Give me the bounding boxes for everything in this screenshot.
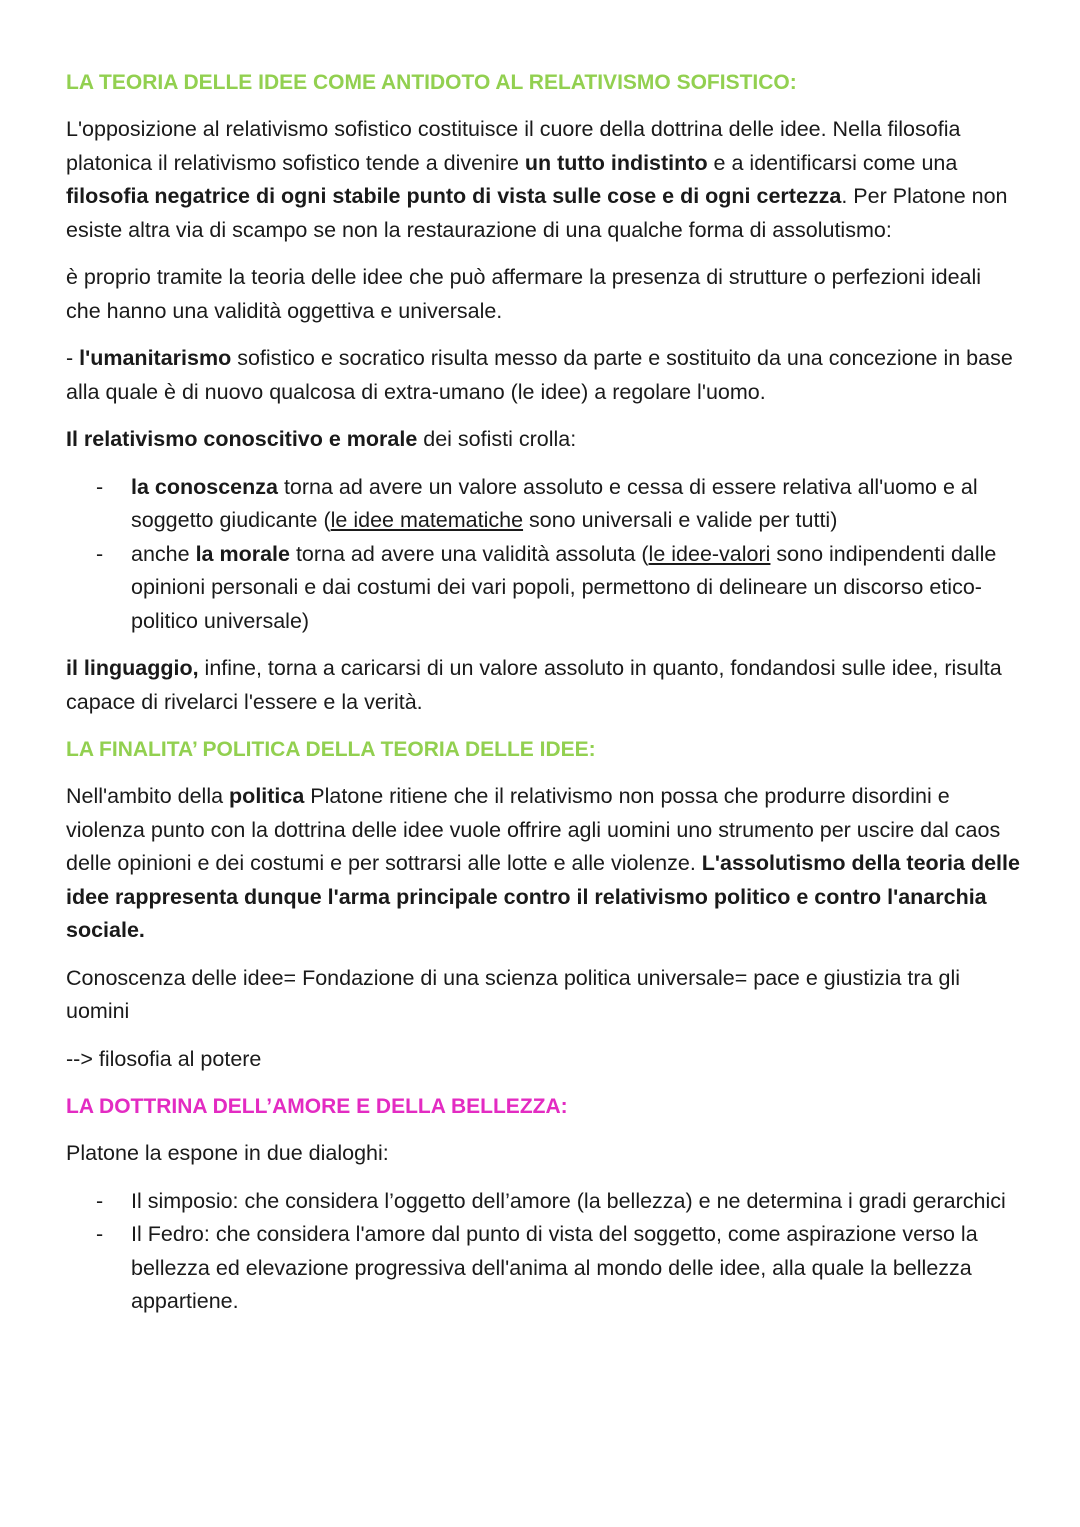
text-run: Il Fedro: che considera l'amore dal punto di vista del soggetto, come aspirazione verso la bellezza ed elevazione progressiva dell'anima al mondo delle idee, alla quale la bellezza appartiene.	[131, 1222, 978, 1313]
section-theory-of-ideas	[66, 66, 1020, 719]
bold-text: filosofia negatrice di ogni stabile punto di vista sulle cose e di ogni certezza	[66, 184, 842, 208]
list-item-text	[131, 1189, 1006, 1213]
text-run: sono universali e valide per tutti)	[523, 508, 838, 532]
section-heading: LA DOTTRINA DELL’AMORE E DELLA BELLEZZA:	[66, 1095, 568, 1118]
paragraph	[66, 261, 1020, 328]
paragraph	[66, 962, 1020, 1029]
text-run: sofistico e socratico risulta messo da parte e sostituito da una concezione in base alla quale è di nuovo qualcosa di extra-umano (le idee) a regolare l'uomo.	[66, 346, 1013, 404]
underlined-text: le idee-valori	[648, 541, 771, 566]
dash-list	[66, 1185, 1020, 1319]
bold-text: l'umanitarismo	[79, 346, 232, 370]
section-love-and-beauty	[66, 1090, 1020, 1319]
bold-text: la morale	[195, 541, 290, 566]
text-run: anche	[131, 541, 196, 566]
text-run: . Per Platone non esiste altra via di scampo se non la restaurazione di una qualche forma di assolutismo:	[66, 184, 1008, 242]
list-item-text	[131, 542, 996, 633]
text-run: torna ad avere una validità assoluta (	[289, 541, 649, 566]
text-run: --> filosofia al potere	[66, 1046, 262, 1071]
list-item	[66, 1185, 1020, 1219]
text-run: Il simposio: che considera l’oggetto dell’amore (la bellezza) e ne determina i gradi gerarchici	[131, 1188, 1006, 1213]
text-run: sono indipendenti dalle opinioni personali e dai costumi dei vari popoli, permettono di delineare un discorso etico-politico universale)	[131, 541, 997, 633]
list-item	[66, 538, 1020, 639]
bold-text: la conoscenza	[131, 474, 278, 499]
text-run: -	[66, 346, 80, 370]
list-item	[66, 1218, 1020, 1319]
text-run: Conoscenza delle idee= Fondazione di una scienza politica universale= pace e giustizia tra gli uomini	[66, 965, 961, 1023]
bold-text: il linguaggio,	[66, 656, 199, 680]
bold-text: politica	[229, 784, 305, 808]
text-run: e a identificarsi come una	[707, 150, 958, 175]
bold-text: Il relativismo conoscitivo e morale	[66, 427, 418, 451]
paragraph	[66, 780, 1020, 948]
text-run: dei sofisti crolla:	[417, 427, 577, 451]
text-run: torna ad avere un valore assoluto e cessa di essere relativa all'uomo e al soggetto giudicante (	[131, 474, 978, 532]
text-run: Platone la espone in due dialoghi:	[66, 1141, 389, 1165]
section-heading: LA TEORIA DELLE IDEE COME ANTIDOTO AL RELATIVISMO SOFISTICO:	[66, 71, 797, 94]
paragraph	[66, 423, 1020, 457]
bold-text: un tutto indistinto	[524, 150, 708, 175]
list-item-text	[131, 1222, 978, 1313]
text-run: Nell'ambito della	[66, 784, 230, 808]
bold-text: L'assolutismo della teoria delle idee rappresenta dunque l'arma principale contro il relativismo politico e contro l'anarchia sociale.	[66, 851, 1020, 942]
dash-bullet: -	[96, 541, 104, 566]
paragraph	[66, 1137, 1020, 1171]
dash-list	[66, 471, 1020, 639]
text-run: infine, torna a caricarsi di un valore assoluto in quanto, fondandosi sulle idee, risulta capace di rivelarci l'essere e la verità.	[66, 656, 1002, 714]
text-run: Platone ritiene che il relativismo non possa che produrre disordini e violenza punto con la dottrina delle idee vuole offrire agli uomini uno strumento per uscire dal caos delle opinioni e dei costumi e per sottrarsi alle lotte e alle violenze.	[66, 784, 1001, 875]
dash-bullet: -	[96, 474, 104, 499]
section-heading: LA FINALITA’ POLITICA DELLA TEORIA DELLE IDEE:	[66, 738, 596, 761]
dash-bullet: -	[96, 1222, 104, 1246]
list-item-text	[131, 475, 978, 533]
text-run: è proprio tramite la teoria delle idee che può affermare la presenza di strutture o perfezioni ideali che hanno una validità oggettiva e universale.	[66, 265, 982, 323]
paragraph	[66, 342, 1020, 409]
paragraph	[66, 113, 1020, 247]
paragraph	[66, 1043, 1020, 1077]
paragraph	[66, 652, 1020, 719]
list-item	[66, 471, 1020, 538]
dash-bullet: -	[96, 1188, 104, 1213]
section-political-purpose	[66, 733, 1020, 1076]
underlined-text: le idee matematiche	[330, 508, 524, 532]
text-run: L'opposizione al relativismo sofistico costituisce il cuore della dottrina delle idee. Nella filosofia platonica il relativismo sofistico tende a divenire	[66, 117, 961, 175]
